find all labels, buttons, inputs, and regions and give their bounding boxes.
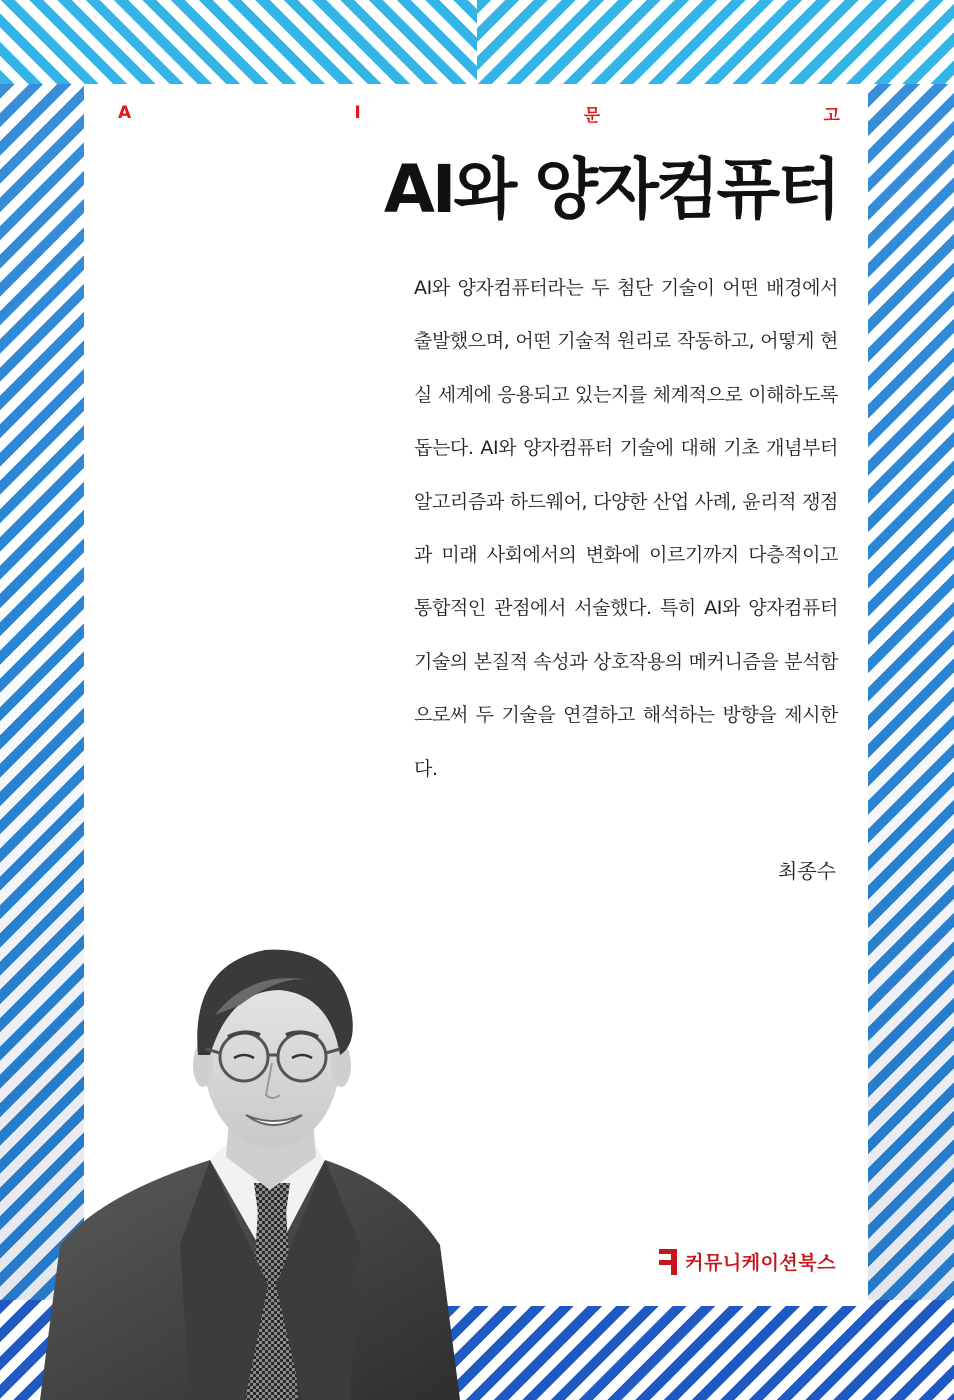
series-letter: 고 <box>823 105 840 126</box>
book-description: AI와 양자컴퓨터라는 두 첨단 기술이 어떤 배경에서 출발했으며, 어떤 기술적 원리로 작동하고, 어떻게 현실 세계에 응용되고 있는지를 체계적으로 이해하도록 돕는다. AI와 양자컴퓨터 기술에 대해 기초 개념부터 알고리즘과 하드웨어, 다양한 산업 사례, 윤리적 쟁점과 미래 사회에서의 변화에 이르기까지 다층적이고 통합적인 관점에서 서술했다. 특히 AI와 양자컴퓨터 기술의 본질적 속성과 상호작용의 메커니즘을 분석함으로써 두 기술을 연결하고 해석하는 방향을 제시한다. <box>414 277 838 780</box>
author-portrait <box>40 945 460 1400</box>
publisher-logo <box>659 1248 836 1275</box>
publisher-name: 커뮤니케이션북스 <box>685 1252 836 1274</box>
stripe-pattern-top-right <box>477 0 954 84</box>
publisher-logo-icon <box>659 1249 677 1275</box>
series-letter: A <box>118 103 132 123</box>
author-name: 최종수 <box>778 859 836 883</box>
series-letter: I <box>354 103 361 123</box>
series-letter: 문 <box>583 105 601 126</box>
book-title: AI와 양자컴퓨터 <box>383 151 838 228</box>
series-label <box>118 102 840 124</box>
